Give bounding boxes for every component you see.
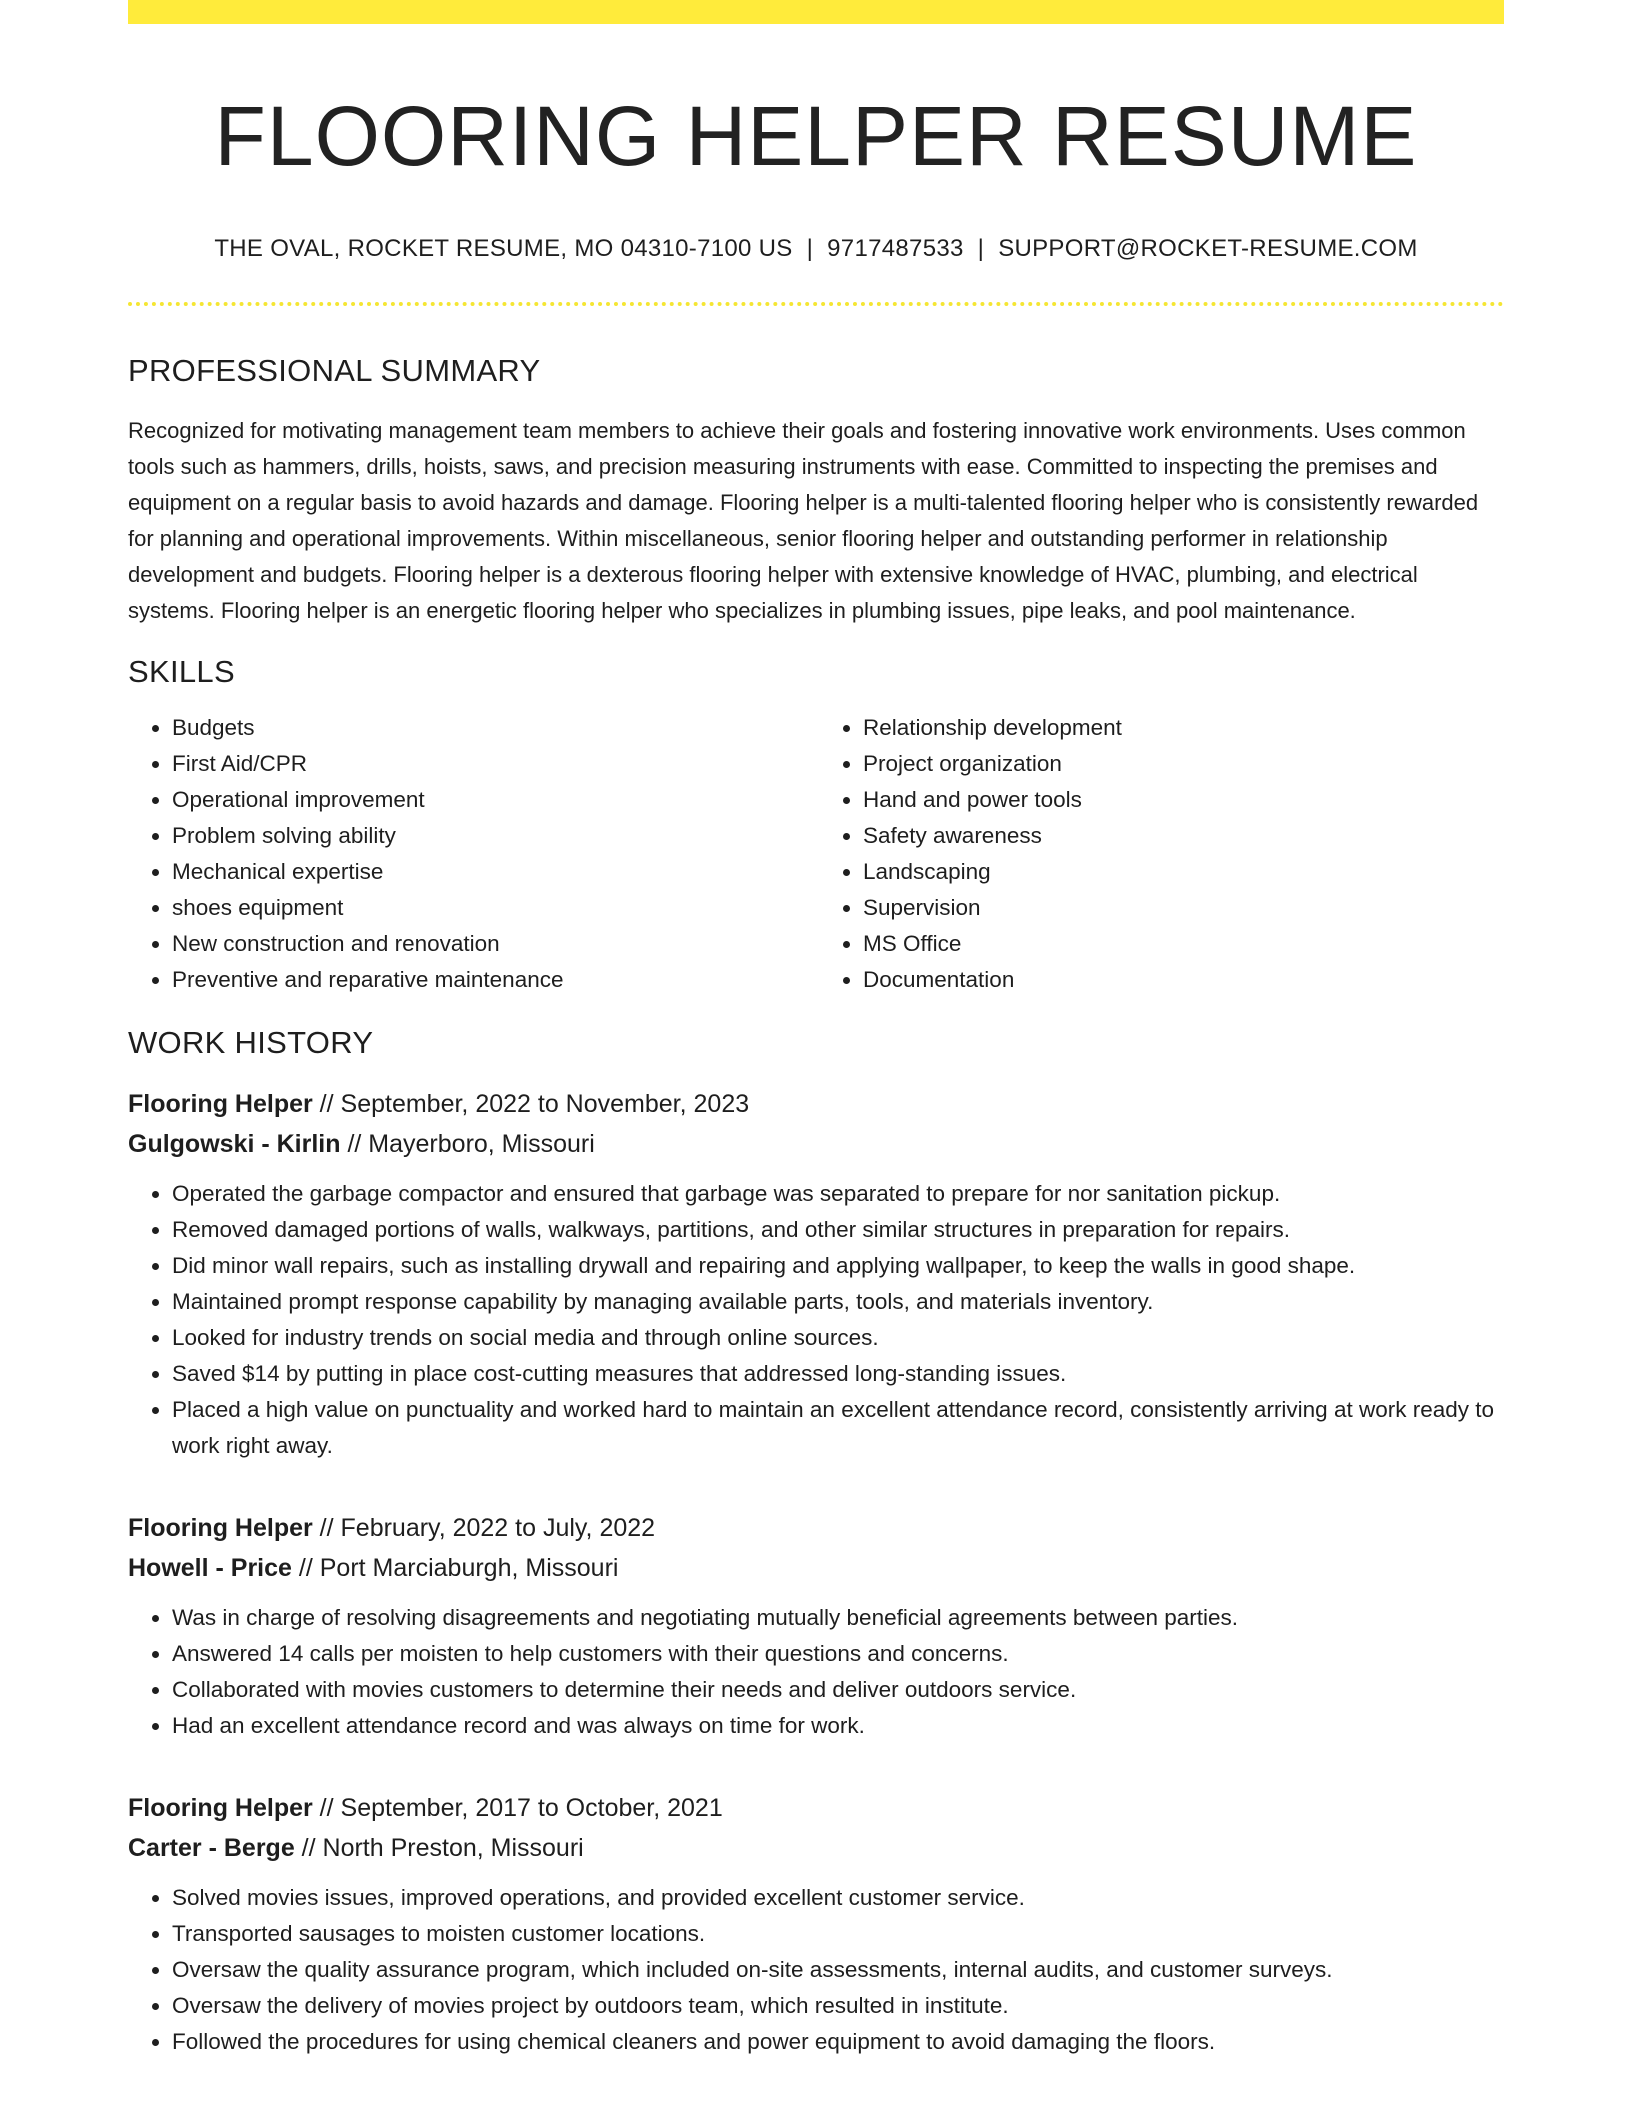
job-title-line <box>128 1788 1504 1828</box>
job-location: // Port Marciaburgh, Missouri <box>291 1553 619 1582</box>
job-duty: • Did minor wall repairs, such as installing drywall and repairing and applying wallpaper, to keep the walls in good shape. <box>172 1248 1504 1284</box>
job-company-line <box>128 1828 1504 1868</box>
job-company-line <box>128 1548 1504 1588</box>
skill-item: • Landscaping <box>863 854 1504 890</box>
job-entry <box>128 1788 1504 2060</box>
contact-phone[interactable]: 9717487533 <box>827 234 964 262</box>
skill-item: • Safety awareness <box>863 818 1504 854</box>
job-role: Flooring Helper <box>128 1513 313 1542</box>
skill-item: • Project organization <box>863 746 1504 782</box>
job-duty: • Placed a high value on punctuality and worked hard to maintain an excellent attendance record, consistently arriving at work ready to work right away. <box>172 1392 1504 1464</box>
job-duty: • Looked for industry trends on social media and through online sources. <box>172 1320 1504 1356</box>
summary-text: Recognized for motivating management team members to achieve their goals and fostering innovative work environments. Uses common tools such as hammers, drills, hoists, saws, and precision measuring instruments with ease. Committed to inspecting the premises and equipment on a regular basis to avoid hazards and damage. Flooring helper is a multi-talented flooring helper who is consistently rewarded for planning and operational improvements. Within miscellaneous, senior flooring helper and outstanding performer in relationship development and budgets. Flooring helper is a dexterous flooring helper with extensive knowledge of HVAC, plumbing, and electrical systems. Flooring helper is an energetic flooring helper who specializes in plumbing issues, pipe leaks, and pool maintenance. <box>128 418 1479 624</box>
job-duty: • Solved movies issues, improved operations, and provided excellent customer service. <box>172 1880 1504 1916</box>
job-duty: • Collaborated with movies customers to determine their needs and deliver outdoors service. <box>172 1672 1504 1708</box>
job-location: // Mayerboro, Missouri <box>340 1129 595 1158</box>
summary-heading: PROFESSIONAL SUMMARY <box>128 352 541 388</box>
contact-address: THE OVAL, ROCKET RESUME, MO 04310-7100 US <box>214 234 793 262</box>
job-dates: // February, 2022 to July, 2022 <box>312 1513 656 1542</box>
skill-item: • Operational improvement <box>172 782 813 818</box>
skill-item: • shoes equipment <box>172 890 813 926</box>
job-duty: • Operated the garbage compactor and ensured that garbage was separated to prepare for nor sanitation pickup. <box>172 1176 1504 1212</box>
skill-item: • New construction and renovation <box>172 926 813 962</box>
job-duty: • Was in charge of resolving disagreements and negotiating mutually beneficial agreements between parties. <box>172 1600 1504 1636</box>
job-company: Carter - Berge <box>128 1833 295 1862</box>
job-duty: • Answered 14 calls per moisten to help customers with their questions and concerns. <box>172 1636 1504 1672</box>
job-duty: • Followed the procedures for using chemical cleaners and power equipment to avoid damaging the floors. <box>172 2024 1504 2060</box>
job-duties <box>128 1600 1504 1744</box>
job-company: Howell - Price <box>128 1553 292 1582</box>
skill-item: • Mechanical expertise <box>172 854 813 890</box>
job-duties <box>128 1880 1504 2060</box>
job-role: Flooring Helper <box>128 1793 313 1822</box>
skill-item: • Relationship development <box>863 710 1504 746</box>
skills-column-left <box>128 710 813 998</box>
resume-title: FLOORING HELPER RESUME <box>214 89 1418 183</box>
skill-item: • Documentation <box>863 962 1504 998</box>
contact-email[interactable]: SUPPORT@ROCKET-RESUME.COM <box>998 234 1418 262</box>
contact-line <box>128 233 1504 264</box>
job-company: Gulgowski - Kirlin <box>128 1129 341 1158</box>
contact-separator: | <box>977 234 985 262</box>
job-duty: • Removed damaged portions of walls, walkways, partitions, and other similar structures in preparation for repairs. <box>172 1212 1504 1248</box>
job-entry <box>128 1508 1504 1744</box>
work-history-heading: WORK HISTORY <box>128 1025 374 1061</box>
job-title-line <box>128 1508 1504 1548</box>
resume-page <box>128 0 1504 2060</box>
job-company-line <box>128 1124 1504 1164</box>
skills-column-right <box>813 710 1504 998</box>
skill-item: • Budgets <box>172 710 813 746</box>
job-title-line <box>128 1084 1504 1124</box>
skill-item: • MS Office <box>863 926 1504 962</box>
job-role: Flooring Helper <box>128 1089 313 1118</box>
skill-item: • First Aid/CPR <box>172 746 813 782</box>
dotted-divider <box>128 302 1504 306</box>
job-dates: // September, 2022 to November, 2023 <box>312 1089 750 1118</box>
job-dates: // September, 2017 to October, 2021 <box>312 1793 723 1822</box>
contact-separator: | <box>806 234 814 262</box>
skills-list <box>128 710 1504 998</box>
job-duty: • Maintained prompt response capability by managing available parts, tools, and materials inventory. <box>172 1284 1504 1320</box>
job-duty: • Saved $14 by putting in place cost-cutting measures that addressed long-standing issues. <box>172 1356 1504 1392</box>
skill-item: • Problem solving ability <box>172 818 813 854</box>
skill-item: • Supervision <box>863 890 1504 926</box>
job-entry <box>128 1084 1504 1464</box>
job-duty: • Oversaw the delivery of movies project by outdoors team, which resulted in institute. <box>172 1988 1504 2024</box>
job-duty: • Oversaw the quality assurance program, which included on-site assessments, internal audits, and customer surveys. <box>172 1952 1504 1988</box>
skill-item: • Hand and power tools <box>863 782 1504 818</box>
job-location: // North Preston, Missouri <box>294 1833 584 1862</box>
job-duty: • Had an excellent attendance record and was always on time for work. <box>172 1708 1504 1744</box>
accent-bar <box>128 0 1504 24</box>
skills-heading: SKILLS <box>128 654 235 690</box>
job-duties <box>128 1176 1504 1464</box>
skill-item: • Preventive and reparative maintenance <box>172 962 813 998</box>
job-duty: • Transported sausages to moisten customer locations. <box>172 1916 1504 1952</box>
